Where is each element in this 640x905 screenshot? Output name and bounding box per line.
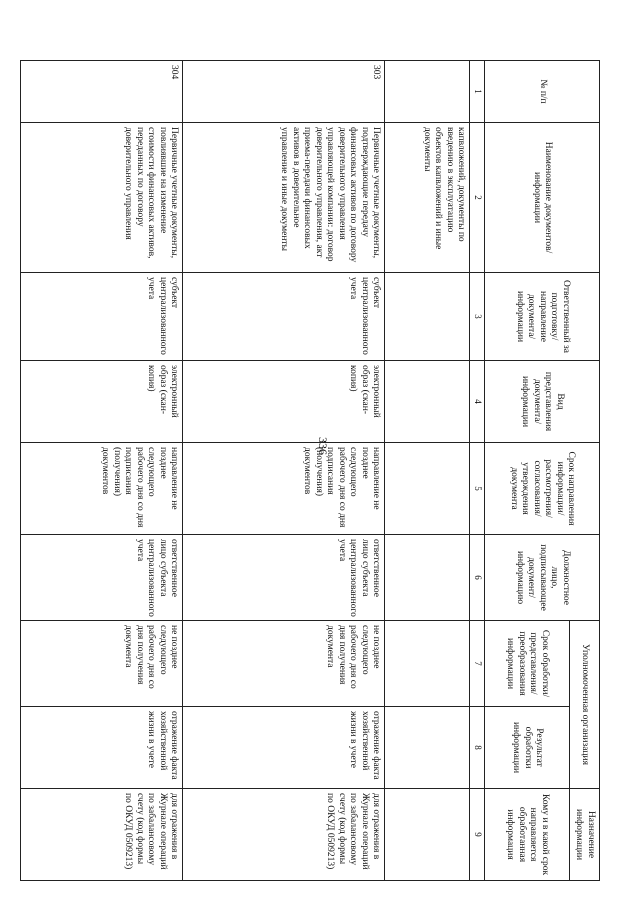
header-processing-term: Срок обработки/ представления/ преобразования информации (485, 621, 570, 707)
header-deadline: Срок направления информации/ рассмотрения/ согласования/ утверждения документа (485, 443, 600, 535)
row-signer: ответственное лицо субъекта централизованного учета (21, 535, 183, 621)
table-row (21, 61, 183, 881)
column-number: 9 (470, 789, 485, 881)
row-recipient: для отражения в Журнале операций по забалансовому счету (код формы по ОКУД 0509213) (183, 789, 385, 881)
row-processing-term (385, 621, 470, 707)
column-number: 7 (470, 621, 485, 707)
row-recipient: для отражения в Журнале операций по забалансовому счету (код формы по ОКУД 0509213) (21, 789, 183, 881)
header-group-authorized: Уполномоченная организация (570, 621, 600, 789)
row-deadline (385, 443, 470, 535)
table-row (385, 61, 470, 881)
row-recipient (385, 789, 470, 881)
header-form: Вид представления документа/ информации (485, 361, 600, 443)
header-signer: Должностное лицо, подписывающее документ/ информацию (485, 535, 600, 621)
column-number-row (470, 61, 485, 881)
row-num (385, 61, 470, 123)
row-deadline: направление не позднее следующего рабочего дня со дня подписания (получения) документов (21, 443, 183, 535)
header-name: Наименование документов/ информации (485, 123, 600, 273)
table-container (60, 60, 600, 880)
row-responsible: субъект централизованного учета (21, 273, 183, 361)
row-name: Первичные учетные документы, повлиявшие на изменение стоимости финансовых активов, переданных по договору доверительного управления (21, 123, 183, 273)
column-number: 8 (470, 707, 485, 789)
row-deadline: направление не позднее следующего рабочего дня со дня подписания (получения) документов (183, 443, 385, 535)
row-responsible (385, 273, 470, 361)
column-number: 5 (470, 443, 485, 535)
header-group-purpose: Назначение информации (570, 789, 600, 881)
row-result (385, 707, 470, 789)
row-result: отражение факта хозяйственной жизни в учете (183, 707, 385, 789)
row-name: капвложений, документы по введению в эксплуатацию объектов капвложений и иные документы (385, 123, 470, 273)
row-processing-term: не позднее следующего рабочего дня со дня получения документа (21, 621, 183, 707)
header-row-1 (570, 61, 600, 881)
row-form: электронный образ (скан-копия) (183, 361, 385, 443)
row-result: отражение факта хозяйственной жизни в учете (21, 707, 183, 789)
table-row (183, 61, 385, 881)
row-signer (385, 535, 470, 621)
row-signer: ответственное лицо субъекта централизованного учета (183, 535, 385, 621)
document-table (21, 60, 601, 881)
row-form: электронный образ (скан-копия) (21, 361, 183, 443)
column-number: 6 (470, 535, 485, 621)
column-number: 4 (470, 361, 485, 443)
row-name: Первичные учетные документы, подтверждающие передачу финансовых активов по договору доверительного управления управляющей компании: договор доверительного управления, акт приема-передачи финансовых активов в доверительное управление и иные документы (183, 123, 385, 273)
row-form (385, 361, 470, 443)
header-recipient: Кому и в какой срок направляется обработанная информация (485, 789, 570, 881)
header-responsible: Ответственный за подготовку/ направление документа/ информации (485, 273, 600, 361)
row-num: 303 (183, 61, 385, 123)
column-number: 1 (470, 61, 485, 123)
column-number: 3 (470, 273, 485, 361)
header-num: № п/п (485, 61, 600, 123)
row-num: 304 (21, 61, 183, 123)
page-number: 336 (316, 437, 330, 455)
header-result: Результат обработки информации (485, 707, 570, 789)
row-responsible: субъект централизованного учета (183, 273, 385, 361)
rotated-table-frame (60, 60, 600, 880)
row-processing-term: не позднее следующего рабочего дня со дня получения документа (183, 621, 385, 707)
column-number: 2 (470, 123, 485, 273)
